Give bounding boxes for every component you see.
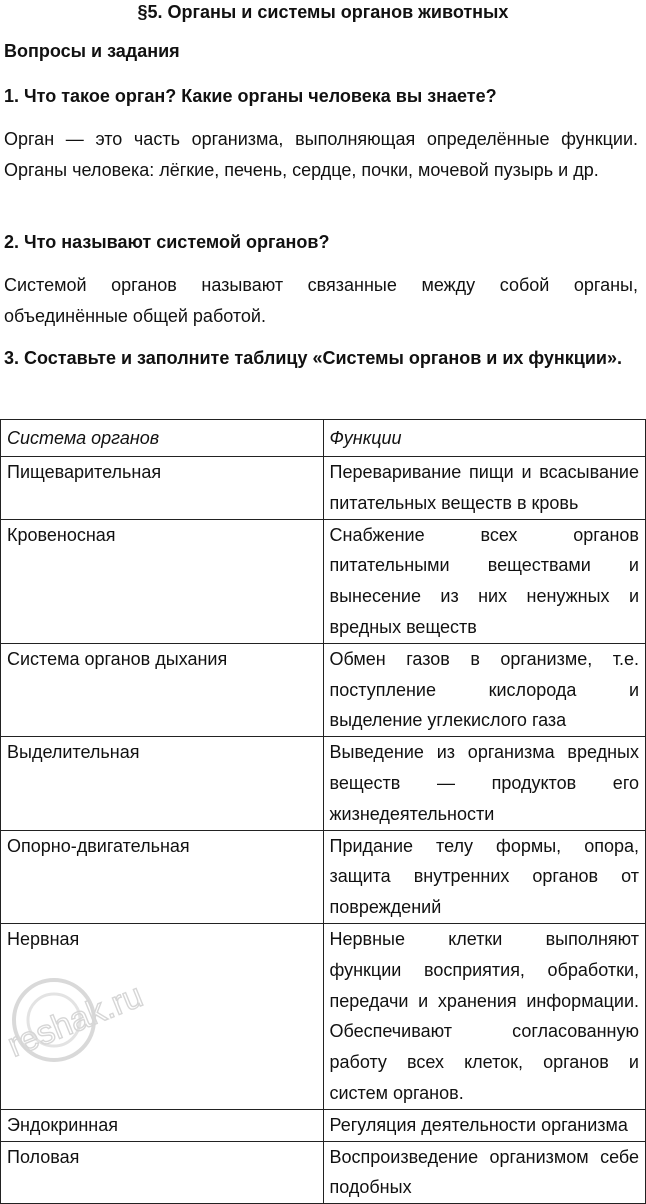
system-name: Выделительная [1, 737, 324, 830]
system-function: Регуляция деятельности организма [323, 1109, 646, 1141]
table-row [1, 519, 646, 643]
section-heading: Вопросы и задания [4, 41, 180, 61]
header-functions: Функции [323, 420, 646, 457]
question-3: 3. Составьте и заполните таблицу «Системы органов и их функции». [4, 348, 623, 368]
page-title: §5. Органы и системы органов животных [137, 2, 509, 22]
header-system: Система органов [1, 420, 324, 457]
system-name: Пищеварительная [1, 457, 324, 520]
question-2: 2. Что называют системой органов? [4, 232, 330, 252]
system-function: Выведение из организма вредных веществ — продуктов его жизнедеятельности [323, 737, 646, 830]
table-row [1, 457, 646, 520]
table-row [1, 1141, 646, 1204]
table-header-row [1, 420, 646, 457]
answer-1: Орган — это часть организма, выполняющая определённые функции. Органы человека: лёгкие, печень, сердце, почки, мочевой пузырь и др. [4, 129, 638, 180]
organ-systems-table [0, 419, 646, 1204]
table-row [1, 643, 646, 736]
system-name: Кровеносная [1, 519, 324, 643]
question-1: 1. Что такое орган? Какие органы человека вы знаете? [4, 86, 497, 106]
system-function: Переваривание пищи и всасывание питательных веществ в кровь [323, 457, 646, 520]
system-function: Придание телу формы, опора, защита внутренних органов от повреждений [323, 830, 646, 923]
table-row [1, 923, 646, 1109]
system-name: Нервная [1, 923, 324, 1109]
system-function: Воспроизведение организмом себе подобных [323, 1141, 646, 1204]
system-name: Опорно-двигательная [1, 830, 324, 923]
system-name: Эндокринная [1, 1109, 324, 1141]
system-function: Обмен газов в организме, т.е. поступление кислорода и выделение углекислого газа [323, 643, 646, 736]
system-name: Система органов дыхания [1, 643, 324, 736]
answer-2: Системой органов называют связанные между собой органы, объединённые общей работой. [4, 275, 638, 326]
system-name: Половая [1, 1141, 324, 1204]
watermark-text: reshak.ru [2, 976, 148, 1065]
system-function: Снабжение всех органов питательными веществами и вынесение из них ненужных и вредных веществ [323, 519, 646, 643]
table-row [1, 737, 646, 830]
table-row [1, 1109, 646, 1141]
table-row [1, 830, 646, 923]
system-function: Нервные клетки выполняют функции восприятия, обработки, передачи и хранения информации. Обеспечивают согласованную работу всех клеток, органов и систем органов. [323, 923, 646, 1109]
